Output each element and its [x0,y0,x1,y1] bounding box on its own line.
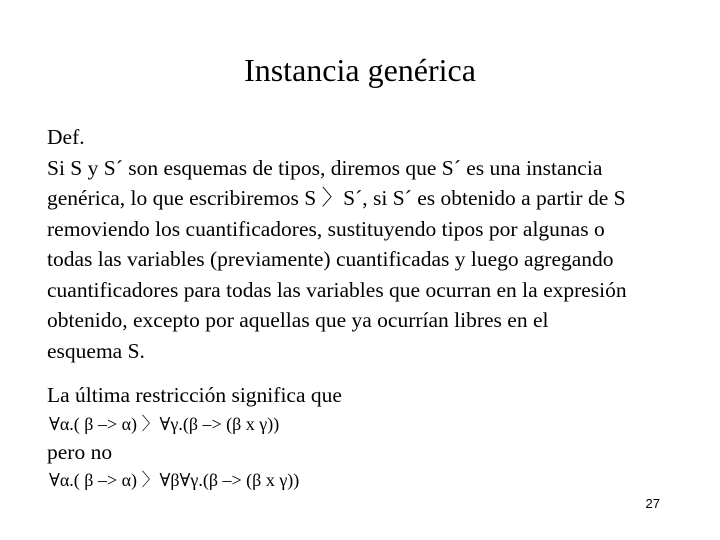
definition-line: todas las variables (previamente) cuantificadas y luego agregando [47,247,614,271]
definition-line: Si S y S´ son esquemas de tipos, diremos que S´ es una instancia [47,155,603,180]
page-number: 27 [645,496,660,511]
definition-line: cuantificadores para todas las variables que ocurran en la expresión [47,277,627,302]
definition-line: esquema S. [47,338,145,363]
page-title: Instancia genérica [244,52,476,88]
definition-line: obtenido, excepto por aquellas que ya ocurrían libres en el [47,308,549,332]
definition-label: Def. [47,125,85,149]
slide-body [47,122,707,493]
formula-valid-instance: ∀α.( β –> α) 〉∀γ.(β –> (β x γ)) [49,413,280,434]
contrast-label: pero no [47,439,113,464]
definition-line: genérica, lo que escribiremos S 〉S´, si S´ es obtenido a partir de S [47,186,626,210]
restriction-intro: La última restricción significa que [47,383,342,407]
formula-invalid-instance: ∀α.( β –> α) 〉∀β∀γ.(β –> (β x γ)) [49,470,300,490]
section-spacer [47,366,707,380]
definition-line: removiendo los cuantificadores, sustituyendo tipos por algunas o [47,216,605,241]
